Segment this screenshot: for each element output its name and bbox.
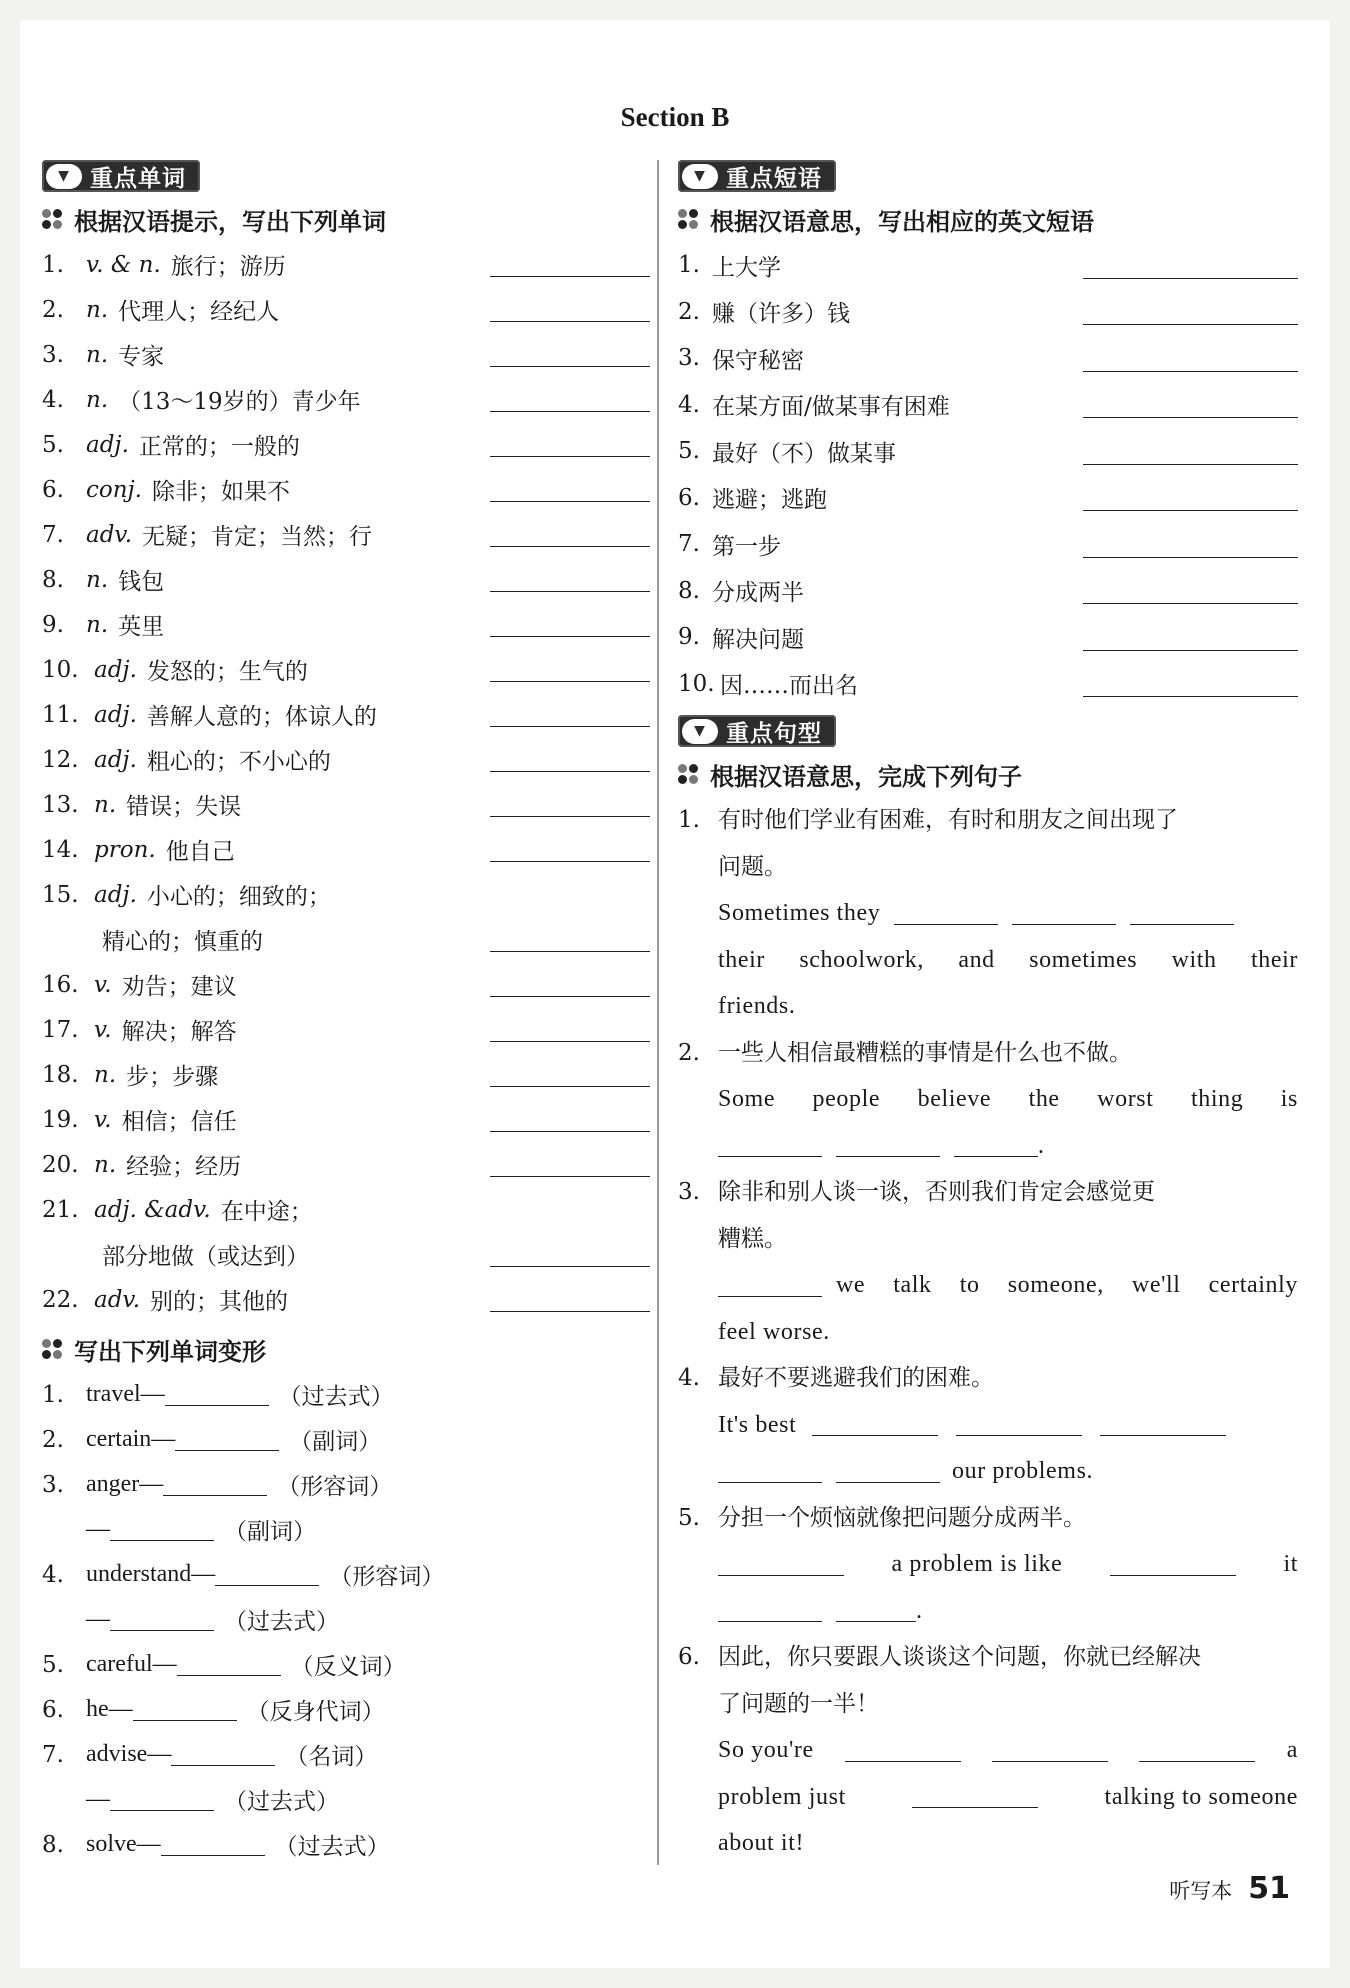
- answer-blank[interactable]: [490, 366, 650, 367]
- answer-blank[interactable]: [161, 1833, 265, 1856]
- answer-blank[interactable]: [1110, 1553, 1236, 1576]
- sentence-english: Some people believe the worst thing is: [718, 1086, 1298, 1112]
- item-number: 7.: [678, 531, 700, 558]
- chinese-phrase: 在某方面/做某事有困难: [712, 394, 950, 421]
- item-number: 3.: [42, 1471, 64, 1498]
- phrase-item: [678, 382, 1298, 429]
- phrase-item: [678, 661, 1298, 708]
- phrase-item: [678, 242, 1298, 289]
- base-word: advise—: [86, 1741, 172, 1767]
- sentence-english: we talk to someone, we'll certainly: [836, 1272, 1298, 1298]
- chinese-meaning: 无疑；肯定；当然；行: [142, 524, 373, 550]
- item-number: 8.: [42, 1831, 64, 1858]
- answer-blank[interactable]: [490, 816, 650, 817]
- answer-blank[interactable]: [490, 996, 650, 997]
- sentence-item: [678, 1355, 1298, 1495]
- answer-blank[interactable]: [956, 1413, 1082, 1436]
- item-number: 13.: [42, 791, 79, 818]
- part-of-speech: conj.: [86, 476, 142, 503]
- answer-blank[interactable]: [1083, 371, 1298, 372]
- sentence-english: So you're: [718, 1737, 814, 1763]
- right-column: [678, 160, 1298, 1867]
- item-number: 2.: [678, 1039, 700, 1066]
- footer-label: 听写本: [1169, 1879, 1233, 1903]
- period: .: [916, 1597, 923, 1624]
- item-number: 4.: [42, 386, 64, 413]
- sentence-chinese: 最好不要逃避我们的困难。: [718, 1365, 994, 1391]
- form-hint: （过去式）: [224, 1609, 339, 1635]
- answer-blank[interactable]: [1083, 650, 1298, 651]
- answer-blank[interactable]: [490, 726, 650, 727]
- sentence-item: [678, 1169, 1298, 1355]
- base-word: he—: [86, 1696, 133, 1722]
- item-number: 10.: [678, 670, 715, 697]
- item-number: 1.: [42, 251, 64, 278]
- word-item: [42, 1052, 650, 1097]
- chinese-meaning: 经验；经历: [126, 1154, 242, 1180]
- phrase-item: [678, 335, 1298, 382]
- phrase-item: [678, 521, 1298, 568]
- answer-blank[interactable]: [718, 1553, 844, 1576]
- word-item: [42, 782, 650, 827]
- item-number: 15.: [42, 881, 79, 908]
- banner-label: 重点单词: [90, 165, 186, 192]
- item-number: 3.: [42, 341, 64, 368]
- answer-blank[interactable]: [490, 1131, 650, 1132]
- part-of-speech: adj.: [94, 881, 137, 908]
- sentence-chinese: 了问题的一半！: [718, 1690, 879, 1717]
- banner-label: 重点句型: [726, 720, 822, 747]
- period: .: [1038, 1132, 1045, 1159]
- answer-blank[interactable]: [215, 1563, 319, 1586]
- answer-blank[interactable]: [490, 1311, 650, 1312]
- item-number: 3.: [678, 1179, 700, 1205]
- word-item: [42, 962, 650, 1007]
- answer-blank[interactable]: [912, 1785, 1038, 1808]
- item-number: 6.: [42, 476, 64, 503]
- answer-blank[interactable]: [1083, 324, 1298, 325]
- answer-blank[interactable]: [718, 1274, 822, 1297]
- clover-icon: [42, 209, 62, 229]
- answer-blank[interactable]: [845, 1739, 961, 1762]
- sentence-english: a: [1286, 1737, 1298, 1763]
- answer-blank[interactable]: [1012, 902, 1116, 925]
- item-number: 2.: [678, 298, 700, 325]
- answer-blank[interactable]: [175, 1428, 279, 1451]
- answer-blank[interactable]: [110, 1608, 214, 1631]
- answer-blank[interactable]: [1083, 464, 1298, 465]
- phrase-list: [678, 242, 1298, 707]
- form-hint: （名词）: [285, 1744, 378, 1770]
- chinese-phrase: 保守秘密: [712, 347, 804, 374]
- word-form-item: [42, 1417, 650, 1462]
- item-number: 7.: [42, 1741, 64, 1768]
- answer-blank[interactable]: [110, 1788, 214, 1811]
- part-of-speech: adj.: [94, 746, 137, 773]
- subheading-sentences: [678, 751, 1298, 797]
- dash: —: [86, 1516, 110, 1542]
- word-item: [42, 332, 650, 377]
- word-form-item: [42, 1822, 650, 1867]
- sentence-english: about it!: [718, 1830, 805, 1856]
- base-word: understand—: [86, 1561, 216, 1587]
- chinese-phrase: 因……而出名: [720, 673, 858, 700]
- chinese-meaning: 精心的；慎重的: [102, 929, 263, 955]
- item-number: 10.: [42, 656, 79, 683]
- left-column: [42, 160, 650, 1867]
- part-of-speech: n.: [86, 611, 109, 638]
- item-number: 9.: [42, 611, 64, 638]
- item-number: 5.: [678, 1504, 700, 1531]
- form-hint: （形容词）: [329, 1564, 445, 1590]
- part-of-speech: adj.: [94, 701, 137, 728]
- answer-blank[interactable]: [490, 591, 650, 592]
- chinese-meaning: 相信；信任: [121, 1109, 237, 1135]
- subheading-text: 根据汉语提示，写出下列单词: [74, 207, 386, 236]
- sentence-chinese: 一些人相信最糟糕的事情是什么也不做。: [718, 1039, 1132, 1066]
- page-number: 51: [1248, 1871, 1290, 1906]
- word-item: [42, 557, 650, 602]
- chinese-meaning: 代理人；经纪人: [118, 299, 280, 325]
- sentence-chinese: 除非和别人谈一谈，否则我们肯定会感觉更: [718, 1179, 1155, 1205]
- form-hint: （过去式）: [278, 1384, 394, 1410]
- answer-blank[interactable]: [490, 456, 650, 457]
- word-form-item: [42, 1642, 650, 1687]
- clover-icon: [678, 209, 698, 229]
- word-item: [42, 242, 650, 287]
- sentence-chinese: 分担一个烦恼就像把问题分成两半。: [718, 1504, 1086, 1531]
- answer-blank[interactable]: [490, 276, 650, 277]
- answer-blank[interactable]: [836, 1134, 940, 1157]
- item-number: 16.: [42, 971, 79, 998]
- answer-blank[interactable]: [836, 1599, 916, 1622]
- sentence-english: talking to someone: [1104, 1783, 1298, 1810]
- answer-blank[interactable]: [954, 1134, 1038, 1157]
- base-word: careful—: [86, 1651, 177, 1677]
- answer-blank[interactable]: [133, 1698, 237, 1721]
- answer-blank[interactable]: [1083, 510, 1298, 511]
- word-form-list: [42, 1372, 650, 1867]
- subheading-words: [42, 196, 650, 242]
- item-number: 1.: [678, 252, 700, 279]
- answer-blank[interactable]: [1083, 278, 1298, 279]
- answer-blank[interactable]: [490, 501, 650, 502]
- item-number: 1.: [678, 807, 700, 833]
- item-number: 2.: [42, 296, 64, 323]
- triangle-down-icon: ▼: [682, 164, 718, 189]
- word-item: [42, 422, 650, 467]
- form-hint: （过去式）: [274, 1834, 390, 1860]
- answer-blank[interactable]: [836, 1460, 940, 1483]
- section-title: Section B: [620, 102, 730, 132]
- word-item: [42, 287, 650, 332]
- clover-icon: [42, 1339, 62, 1359]
- answer-blank[interactable]: [718, 1599, 822, 1622]
- answer-blank[interactable]: [490, 1086, 650, 1087]
- part-of-speech: v. & n.: [86, 251, 161, 278]
- chinese-meaning: 正常的；一般的: [138, 434, 300, 460]
- chinese-meaning: 错误；失误: [126, 794, 242, 820]
- banner-label: 重点短语: [726, 165, 822, 192]
- word-item: [42, 602, 650, 647]
- item-number: 17.: [42, 1016, 79, 1043]
- item-number: 5.: [42, 1651, 64, 1678]
- item-number: 2.: [42, 1426, 64, 1453]
- item-number: 6.: [678, 484, 700, 511]
- key-phrases-banner: [678, 160, 836, 192]
- dash: —: [86, 1606, 110, 1632]
- part-of-speech: n.: [86, 566, 109, 593]
- chinese-meaning: 除非；如果不: [151, 479, 290, 505]
- word-form-item: [42, 1462, 650, 1507]
- part-of-speech: pron.: [94, 836, 156, 863]
- part-of-speech: n.: [94, 1061, 117, 1088]
- form-hint: （反义词）: [290, 1654, 406, 1680]
- sentence-english: our problems.: [952, 1458, 1094, 1484]
- clover-icon: [678, 764, 698, 784]
- answer-blank[interactable]: [1083, 417, 1298, 418]
- word-item: [42, 872, 650, 917]
- sentence-item: [678, 1030, 1298, 1170]
- answer-blank[interactable]: [490, 321, 650, 322]
- form-hint: （形容词）: [277, 1474, 393, 1500]
- subheading-forms: [42, 1326, 650, 1372]
- item-number: 4.: [678, 391, 700, 418]
- item-number: 8.: [42, 566, 64, 593]
- word-list: [42, 242, 650, 1322]
- chinese-meaning: （13～19岁的）青少年: [118, 389, 361, 415]
- answer-blank[interactable]: [165, 1383, 269, 1406]
- part-of-speech: n.: [86, 296, 109, 323]
- answer-blank[interactable]: [177, 1653, 281, 1676]
- item-number: 20.: [42, 1151, 79, 1178]
- part-of-speech: n.: [94, 1151, 117, 1178]
- word-item: [42, 827, 650, 872]
- item-number: 11.: [42, 701, 79, 728]
- chinese-meaning: 部分地做（或达到）: [102, 1244, 309, 1270]
- key-words-banner: [42, 160, 200, 192]
- part-of-speech: v.: [94, 971, 112, 998]
- word-form-item: [42, 1552, 650, 1597]
- part-of-speech: adj.: [94, 656, 137, 683]
- phrase-item: [678, 289, 1298, 336]
- answer-blank[interactable]: [1083, 557, 1298, 558]
- answer-blank[interactable]: [490, 1176, 650, 1177]
- sentence-english: a problem is like: [891, 1551, 1063, 1577]
- phrase-item: [678, 568, 1298, 615]
- part-of-speech: n.: [94, 791, 117, 818]
- sentence-english: problem just: [718, 1783, 846, 1810]
- chinese-meaning: 在中途；: [220, 1199, 313, 1225]
- phrase-item: [678, 428, 1298, 475]
- item-number: 5.: [42, 431, 64, 458]
- answer-blank[interactable]: [490, 1266, 650, 1267]
- item-number: 4.: [678, 1365, 700, 1391]
- word-item: [42, 512, 650, 557]
- chinese-meaning: 旅行；游历: [170, 254, 286, 280]
- sentence-english: friends.: [718, 993, 796, 1019]
- item-number: 12.: [42, 746, 79, 773]
- chinese-meaning: 发怒的；生气的: [146, 659, 308, 685]
- chinese-meaning: 粗心的；不小心的: [146, 749, 331, 775]
- word-item: [42, 1142, 650, 1187]
- subheading-text: 写出下列单词变形: [74, 1337, 266, 1366]
- answer-blank[interactable]: [1139, 1739, 1255, 1762]
- part-of-speech: adj. &adv.: [94, 1196, 211, 1223]
- worksheet-page: [20, 20, 1330, 1968]
- form-hint: （过去式）: [224, 1789, 339, 1815]
- item-number: 14.: [42, 836, 79, 863]
- item-number: 6.: [42, 1696, 64, 1723]
- word-item: [42, 647, 650, 692]
- answer-blank[interactable]: [992, 1739, 1108, 1762]
- answer-blank[interactable]: [490, 411, 650, 412]
- chinese-meaning: 别的；其他的: [150, 1289, 289, 1315]
- chinese-phrase: 逃避；逃跑: [712, 487, 827, 514]
- answer-blank[interactable]: [1083, 696, 1298, 697]
- sentence-chinese: 有时他们学业有困难，有时和朋友之间出现了: [718, 807, 1178, 833]
- base-word: certain—: [86, 1426, 176, 1452]
- word-item: [42, 377, 650, 422]
- subheading-phrases: [678, 196, 1298, 242]
- word-item: [42, 737, 650, 782]
- chinese-phrase: 第一步: [712, 533, 781, 560]
- triangle-down-icon: ▼: [46, 164, 82, 189]
- item-number: 21.: [42, 1196, 79, 1223]
- part-of-speech: adv.: [94, 1286, 141, 1313]
- item-number: 3.: [678, 345, 700, 372]
- chinese-phrase: 上大学: [712, 254, 781, 281]
- key-sentences-banner: [678, 715, 836, 747]
- sentence-english: Sometimes they: [718, 900, 881, 926]
- form-hint: （反身代词）: [246, 1699, 385, 1725]
- chinese-meaning: 劝告；建议: [121, 974, 237, 1000]
- answer-blank[interactable]: [110, 1518, 214, 1541]
- word-item-continued: [42, 917, 650, 962]
- word-form-item-continued: [42, 1507, 650, 1552]
- word-item: [42, 1277, 650, 1322]
- sentence-english: it: [1283, 1551, 1298, 1577]
- base-word: anger—: [86, 1471, 164, 1497]
- sentence-item: [678, 797, 1298, 1030]
- base-word: solve—: [86, 1831, 161, 1857]
- answer-blank[interactable]: [490, 861, 650, 862]
- chinese-phrase: 最好（不）做某事: [712, 440, 896, 467]
- item-number: 7.: [42, 521, 64, 548]
- chinese-phrase: 解决问题: [712, 626, 804, 653]
- word-form-item: [42, 1372, 650, 1417]
- triangle-down-icon: ▼: [682, 719, 718, 744]
- phrase-item: [678, 614, 1298, 661]
- word-item: [42, 467, 650, 512]
- word-form-item-continued: [42, 1777, 650, 1822]
- chinese-meaning: 小心的；细致的；: [146, 884, 331, 910]
- base-word: travel—: [86, 1381, 165, 1407]
- chinese-phrase: 赚（许多）钱: [712, 301, 850, 328]
- answer-blank[interactable]: [1083, 603, 1298, 604]
- form-hint: （副词）: [289, 1429, 382, 1455]
- item-number: 4.: [42, 1561, 64, 1588]
- subheading-text: 根据汉语意思，完成下列句子: [710, 762, 1022, 791]
- answer-blank[interactable]: [1130, 902, 1234, 925]
- subheading-text: 根据汉语意思，写出相应的英文短语: [710, 207, 1094, 236]
- sentence-chinese: 糟糕。: [718, 1225, 787, 1252]
- word-item: [42, 1187, 650, 1232]
- answer-blank[interactable]: [490, 771, 650, 772]
- item-number: 8.: [678, 577, 700, 604]
- item-number: 18.: [42, 1061, 79, 1088]
- item-number: 1.: [42, 1381, 64, 1408]
- page-footer: [1169, 1871, 1290, 1906]
- sentence-chinese: 问题。: [718, 853, 787, 880]
- sentence-english: their schoolwork, and sometimes with their: [718, 946, 1298, 973]
- item-number: 5.: [678, 438, 700, 465]
- answer-blank[interactable]: [894, 902, 998, 925]
- word-form-item: [42, 1687, 650, 1732]
- item-number: 22.: [42, 1286, 79, 1313]
- column-divider: [657, 160, 659, 1865]
- sentence-item: [678, 1495, 1298, 1635]
- answer-blank[interactable]: [490, 546, 650, 547]
- part-of-speech: n.: [86, 386, 109, 413]
- answer-blank[interactable]: [718, 1134, 822, 1157]
- word-item: [42, 692, 650, 737]
- part-of-speech: n.: [86, 341, 109, 368]
- word-item-continued: [42, 1232, 650, 1277]
- answer-blank[interactable]: [490, 1041, 650, 1042]
- sentence-chinese: 因此，你只要跟人谈谈这个问题，你就已经解决: [718, 1644, 1201, 1670]
- part-of-speech: v.: [94, 1016, 112, 1043]
- sentence-english: It's best: [718, 1411, 797, 1438]
- answer-blank[interactable]: [1100, 1413, 1226, 1436]
- answer-blank[interactable]: [718, 1460, 822, 1483]
- answer-blank[interactable]: [490, 636, 650, 637]
- answer-blank[interactable]: [490, 951, 650, 952]
- word-form-item: [42, 1732, 650, 1777]
- item-number: 6.: [678, 1644, 700, 1670]
- item-number: 19.: [42, 1106, 79, 1133]
- chinese-phrase: 分成两半: [712, 580, 804, 607]
- chinese-meaning: 解决；解答: [121, 1019, 237, 1045]
- dash: —: [86, 1786, 110, 1812]
- chinese-meaning: 善解人意的；体谅人的: [146, 704, 377, 730]
- form-hint: （副词）: [224, 1519, 316, 1545]
- chinese-meaning: 他自己: [165, 839, 235, 865]
- chinese-meaning: 英里: [118, 614, 165, 640]
- sentence-item: [678, 1634, 1298, 1867]
- sentence-english: feel worse.: [718, 1318, 830, 1345]
- chinese-meaning: 钱包: [118, 569, 165, 595]
- answer-blank[interactable]: [163, 1473, 267, 1496]
- word-item: [42, 1007, 650, 1052]
- part-of-speech: v.: [94, 1106, 112, 1133]
- phrase-item: [678, 475, 1298, 522]
- word-form-item-continued: [42, 1597, 650, 1642]
- part-of-speech: adv.: [86, 521, 133, 548]
- answer-blank[interactable]: [171, 1743, 275, 1766]
- chinese-meaning: 步；步骤: [126, 1064, 219, 1090]
- word-item: [42, 1097, 650, 1142]
- answer-blank[interactable]: [812, 1413, 938, 1436]
- answer-blank[interactable]: [490, 681, 650, 682]
- item-number: 9.: [678, 624, 700, 651]
- part-of-speech: adj.: [86, 431, 129, 458]
- chinese-meaning: 专家: [118, 344, 165, 370]
